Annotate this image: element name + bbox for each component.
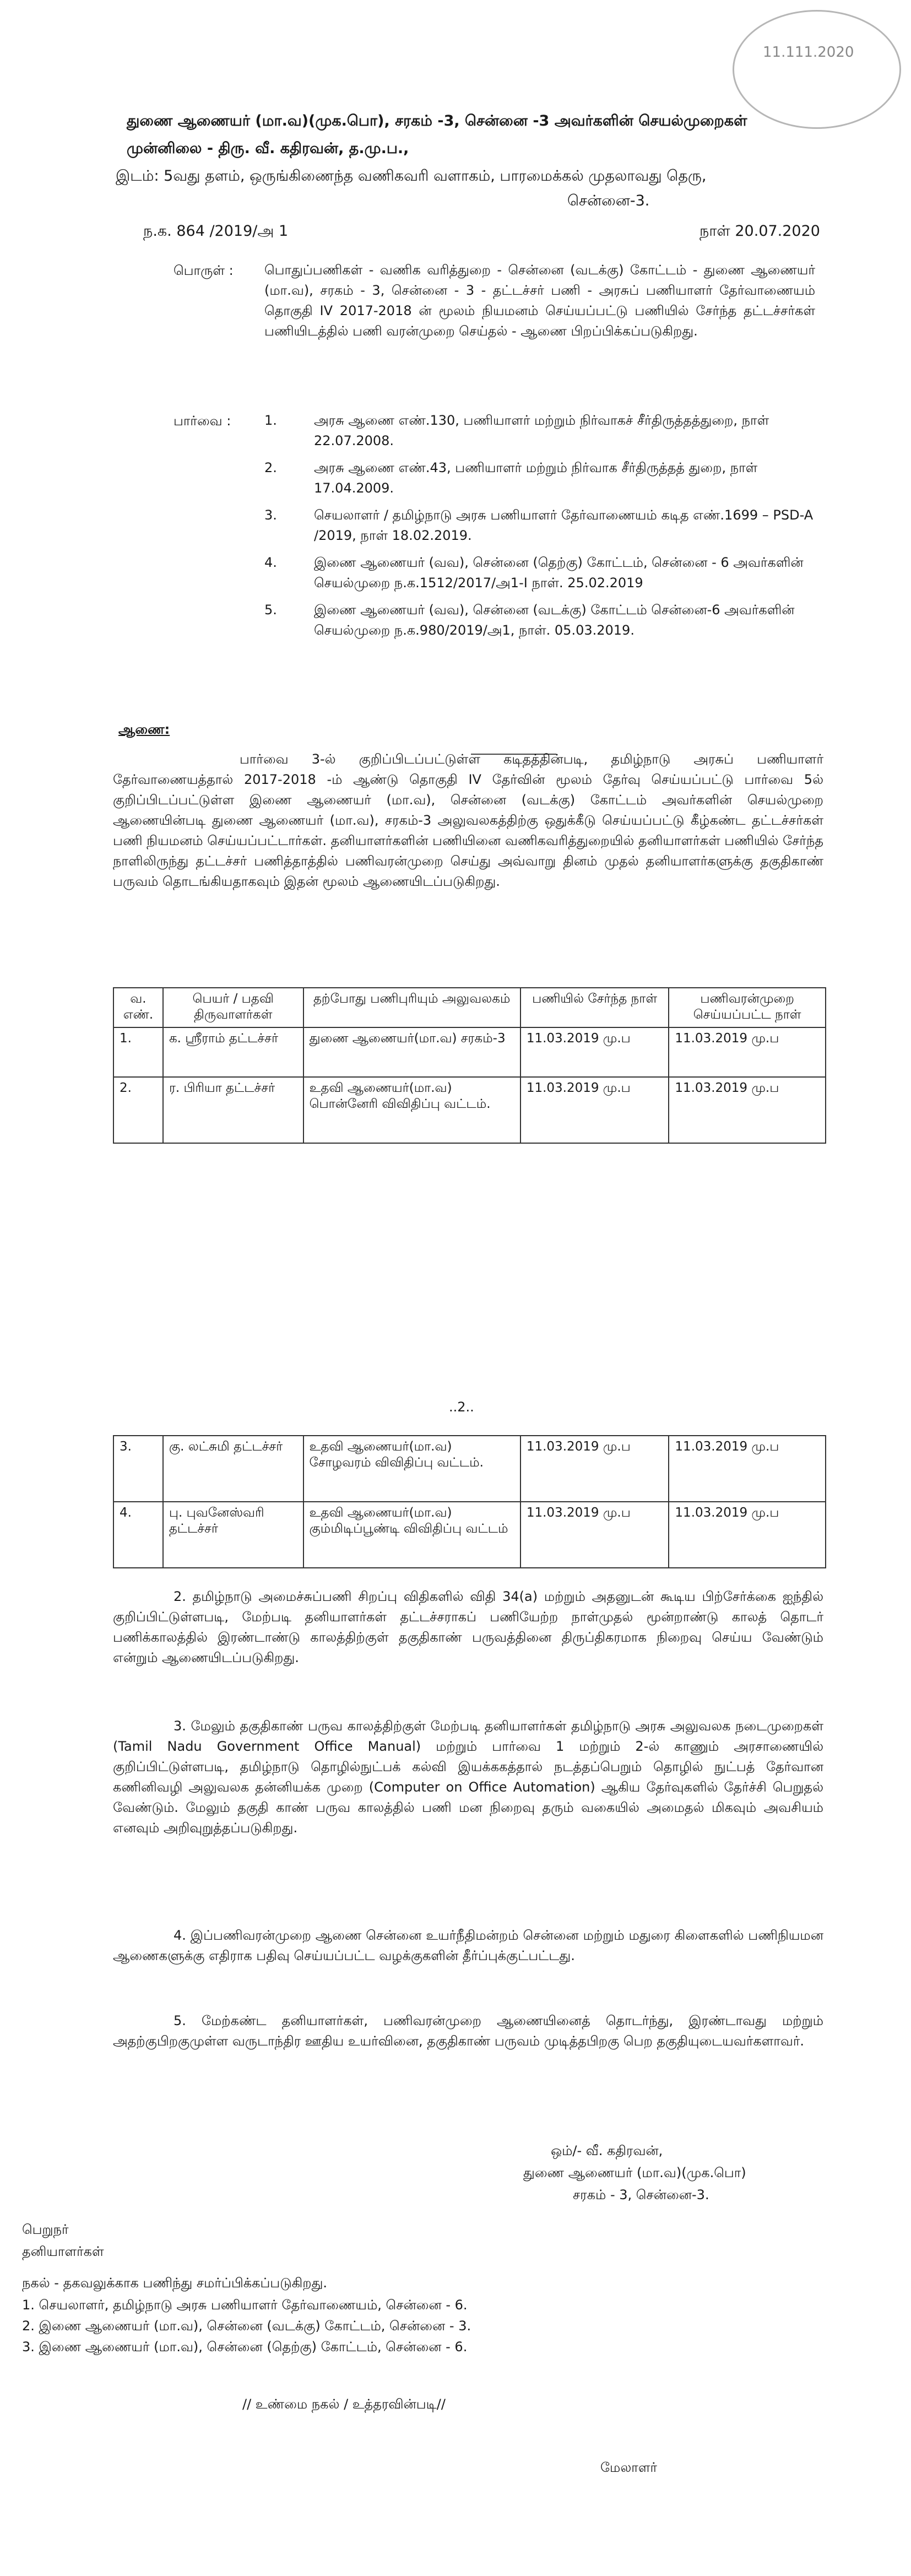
- col-name: பெயர் / பதவி திருவாளர்கள்: [163, 988, 303, 1027]
- cell-joined: 11.03.2019 மு.ப: [520, 1027, 669, 1077]
- order-paragraph-1: பார்வை 3-ல் குறிப்பிடப்பட்டுள்ள கடிதத்தின்படி, தமிழ்நாடு அரசுப் பணியாளர் தேர்வாணையத்தால் 2017-2018 -ம் ஆண்டு தொகுதி IV தேர்வின் மூலம் தேர்வு செய்யப்பட்டு பார்வை 5ல் குறிப்பிடப்பட்டுள்ள இணை ஆணையர் (மா.வ), சென்னை (வடக்கு) கோட்டம் அவர்களின் செயல்முறை ஆணையின்படி துணை ஆணையர் (மா.வ), சரகம்-3 அலுவலகத்திற்கு ஒதுக்கீடு செய்யப்பட்டு கீழ்கண்ட தட்டச்சர்கள் பணி நியமனம் செய்யப்பட்டார்கள். தனியாளர்களின் பணியினை வணிகவரித்துறையில் தனியாளர்கள் பணியில் சேர்ந்த நாளிலிருந்து தட்டச்சர் பணித்தாத்தில் பணிவரன்முறை செய்து அவ்வாறு தினம் முதல் தனியாளர்களுக்கு தகுதிகாண் பருவம் தொடங்கியதாகவும் இதன் மூலம் ஆணையிடப்படுகிறது.: [113, 751, 823, 889]
- reference-item: 5. இணை ஆணையர் (வவ), சென்னை (வடக்கு) கோட்டம் சென்னை-6 அவர்களின் செயல்முறை ந.க.980/2019/அ1, நாள். 05.03.2019.: [264, 602, 795, 638]
- cell-office: துணை ஆணையர்(மா.வ) சரகம்-3: [303, 1027, 520, 1077]
- signature-name: ஒம்/- வீ. கதிரவன்,: [551, 2143, 663, 2158]
- copy-heading: நகல் - தகவலுக்காக பணிந்து சமர்ப்பிக்கப்படுகிறது.: [22, 2275, 328, 2291]
- document-date: நாள் 20.07.2020: [699, 223, 820, 240]
- table-row: [113, 1027, 826, 1077]
- header-line-4: சென்னை-3.: [567, 192, 650, 209]
- reference-item: 1. அரசு ஆணை எண்.130, பணியாளர் மற்றும் நிர்வாகச் சீர்திருத்தத்துறை, நாள் 22.07.2008.: [264, 413, 769, 448]
- subject-text: பொதுப்பணிகள் - வணிக வரித்துறை - சென்னை (வடக்கு) கோட்டம் - துணை ஆணையர் (மா.வ), சரகம் - 3, சென்னை - 3 - தட்டச்சர் பணி - அரசுப் பணியாளர் தேர்வாணையம் தொகுதி IV 2017-2018 ன் மூலம் நியமனம் செய்யப்பட்டு பணியில் சேர்ந்த தட்டச்சர்கள் பணியிடத்தில் பணி வரன்முறை செய்தல் - ஆணை பிறப்பிக்கப்படுகிறது.: [264, 262, 815, 339]
- cell-office: உதவி ஆணையர்(மா.வ) பொன்னேரி விவிதிப்பு வட்டம்.: [303, 1077, 520, 1143]
- copy-item: 3. இணை ஆணையர் (மா.வ), சென்னை (தெற்கு) கோட்டம், சென்னை - 6.: [22, 2339, 468, 2355]
- cell-serial: 1.: [113, 1027, 163, 1077]
- cell-joined: 11.03.2019 மு.ப: [520, 1502, 669, 1568]
- col-regularized: பணிவரன்முறை செய்யப்பட்ட நாள்: [669, 988, 826, 1027]
- seal-date: 11.111.2020: [763, 44, 854, 61]
- table-row: [113, 1436, 826, 1502]
- copy-item: 1. செயலாளர், தமிழ்நாடு அரசு பணியாளர் தேர்வாணையம், சென்னை - 6.: [22, 2297, 468, 2313]
- cell-serial: 2.: [113, 1077, 163, 1143]
- copy-list: [22, 2294, 471, 2357]
- cell-name: க. ஸ்ரீராம் தட்டச்சர்: [163, 1027, 303, 1077]
- cell-regularized: 11.03.2019 மு.ப: [669, 1436, 826, 1502]
- col-joined: பணியில் சேர்ந்த நாள்: [520, 988, 669, 1027]
- cell-regularized: 11.03.2019 மு.ப: [669, 1077, 826, 1143]
- cell-serial: 4.: [113, 1502, 163, 1568]
- signature-office: சரகம் - 3, சென்னை-3.: [573, 2187, 709, 2202]
- reference-number: ந.க. 864 /2019/அ 1: [143, 223, 289, 240]
- col-office: தற்போது பணிபுரியும் அலுவலகம்: [303, 988, 520, 1027]
- references-list: [264, 410, 815, 647]
- header-line-1: துணை ஆணையர் (மா.வ)(முக.பொ), சரகம் -3, சென்னை -3 அவர்களின் செயல்முறைகள்: [127, 112, 747, 129]
- reference-item: 2. அரசு ஆணை எண்.43, பணியாளர் மற்றும் நிர்வாக சீர்திருத்தத் துறை, நாள் 17.04.2009.: [264, 460, 758, 496]
- order-paragraph-4: 4. இப்பணிவரன்முறை ஆணை சென்னை உயர்நீதிமன்றம் சென்னை மற்றும் மதுரை கிளைகளில் பணிநியமன ஆணைகளுக்கு எதிராக பதிவு செய்யப்பட்ட வழக்குகளின் தீர்ப்புக்குட்பட்டது.: [113, 1928, 823, 1963]
- reference-item: 4. இணை ஆணையர் (வவ), சென்னை (தெற்கு) கோட்டம், சென்னை - 6 அவர்களின் செயல்முறை ந.க.1512/2017/அ1-I நாள். 25.02.2019: [264, 555, 804, 591]
- order-paragraph-2: 2. தமிழ்நாடு அமைச்சுப்பணி சிறப்பு விதிகளில் விதி 34(a) மற்றும் அதனுடன் கூடிய பிற்சேர்க்கை ஐந்தில் குறிப்பிட்டுள்ளபடி, மேற்படி தனியாளர்கள் தட்டச்சராகப் பணியேற்ற நாள்முதல் மூன்றாண்டு காலத் தொடர் பணிக்காலத்தில் இரண்டாண்டு காலத்திற்குள் தகுதிகாண் பருவத்தினை திருப்திகரமாக நிறைவு செய்ய வேண்டும் என்றும் ஆணையிடப்படுகிறது.: [113, 1589, 823, 1665]
- true-copy-note: // உண்மை நகல் / உத்தரவின்படி//: [242, 2396, 446, 2412]
- office-seal: [733, 10, 901, 129]
- cell-name: கு. லட்சுமி தட்டச்சர்: [163, 1436, 303, 1502]
- regularization-table-part2: [113, 1435, 826, 1568]
- recipient-value: தனியாளர்கள்: [22, 2244, 104, 2259]
- table-header-row: [113, 988, 826, 1027]
- regularization-table-part1: [113, 987, 826, 1144]
- page-marker: ..2..: [449, 1399, 474, 1415]
- recipient-label: பெறுநர்: [22, 2222, 69, 2237]
- cell-name: ர. பிரியா தட்டச்சர்: [163, 1077, 303, 1143]
- copy-item: 2. இணை ஆணையர் (மா.வ), சென்னை (வடக்கு) கோட்டம், சென்னை - 3.: [22, 2318, 471, 2334]
- order-paragraph-3: 3. மேலும் தகுதிகாண் பருவ காலத்திற்குள் மேற்படி தனியாளர்கள் தமிழ்நாடு அரசு அலுவலக நடைமுறைகள் (Tamil Nadu Government Office Manual) மற்றும் பார்வை 1 மற்றும் 2-ல் காணும் அரசாணையில் குறிப்பிட்டுள்ளபடி, தமிழ்நாடு தொழில்நுட்பக் கல்வி இயக்ககத்தால் நடத்தப்பெறும் தொழில் நுட்பத் தேர்வான கணினிவழி அலுவலக தன்னியக்க முறை (Computer on Office Automation) ஆகிய தேர்வுகளில் தேர்ச்சி பெறுதல் வேண்டும். மேலும் தகுதி காண் பருவ காலத்தில் பணி மன நிறைவு தரும் வகையில் அமைதல் மிகவும் அவசியம் எனவும் அறிவுறுத்தப்படுகிறது.: [113, 1718, 824, 1836]
- order-label: ஆணை:: [118, 722, 170, 737]
- col-serial: வ. எண்.: [113, 988, 163, 1027]
- table-row: [113, 1502, 826, 1568]
- cell-regularized: 11.03.2019 மு.ப: [669, 1027, 826, 1077]
- cell-office: உதவி ஆணையர்(மா.வ) கும்மிடிப்பூண்டி விவிதிப்பு வட்டம்: [303, 1502, 520, 1568]
- header-line-2: முன்னிலை - திரு. வீ. கதிரவன், த.மு.ப.,: [127, 140, 409, 157]
- cell-serial: 3.: [113, 1436, 163, 1502]
- cell-regularized: 11.03.2019 மு.ப: [669, 1502, 826, 1568]
- cell-joined: 11.03.2019 மு.ப: [520, 1436, 669, 1502]
- reference-item: 3. செயலாளர் / தமிழ்நாடு அரசு பணியாளர் தேர்வாணையம் கடித எண்.1699 – PSD-A /2019, நாள் 18.02.2019.: [264, 507, 814, 543]
- cell-name: பு. புவனேஸ்வரி தட்டச்சர்: [163, 1502, 303, 1568]
- header-line-3: இடம்: 5வது தளம், ஒருங்கிணைந்த வணிகவரி வளாகம், பாரமைக்கல் முதலாவது தெரு,: [116, 167, 707, 185]
- manager-label: மேலாளர்: [600, 2460, 658, 2475]
- subject-label: பொருள் :: [173, 263, 234, 278]
- order-paragraph-5: 5. மேற்கண்ட தனியாளர்கள், பணிவரன்முறை ஆணையினைத் தொடர்ந்து, இரண்டாவது மற்றும் அதற்குபிறகுமுள்ள வருடாந்திர ஊதிய உயர்வினை, தகுதிகாண் பருவம் முடித்தபிறகு பெற தகுதியுடையவர்களாவர்.: [113, 2013, 823, 2049]
- cell-office: உதவி ஆணையர்(மா.வ) சோழவரம் விவிதிப்பு வட்டம்.: [303, 1436, 520, 1502]
- table-row: [113, 1077, 826, 1143]
- signature-designation: துணை ஆணையர் (மா.வ)(முக.பொ): [523, 2165, 746, 2180]
- cell-joined: 11.03.2019 மு.ப: [520, 1077, 669, 1143]
- references-label: பார்வை :: [173, 413, 231, 429]
